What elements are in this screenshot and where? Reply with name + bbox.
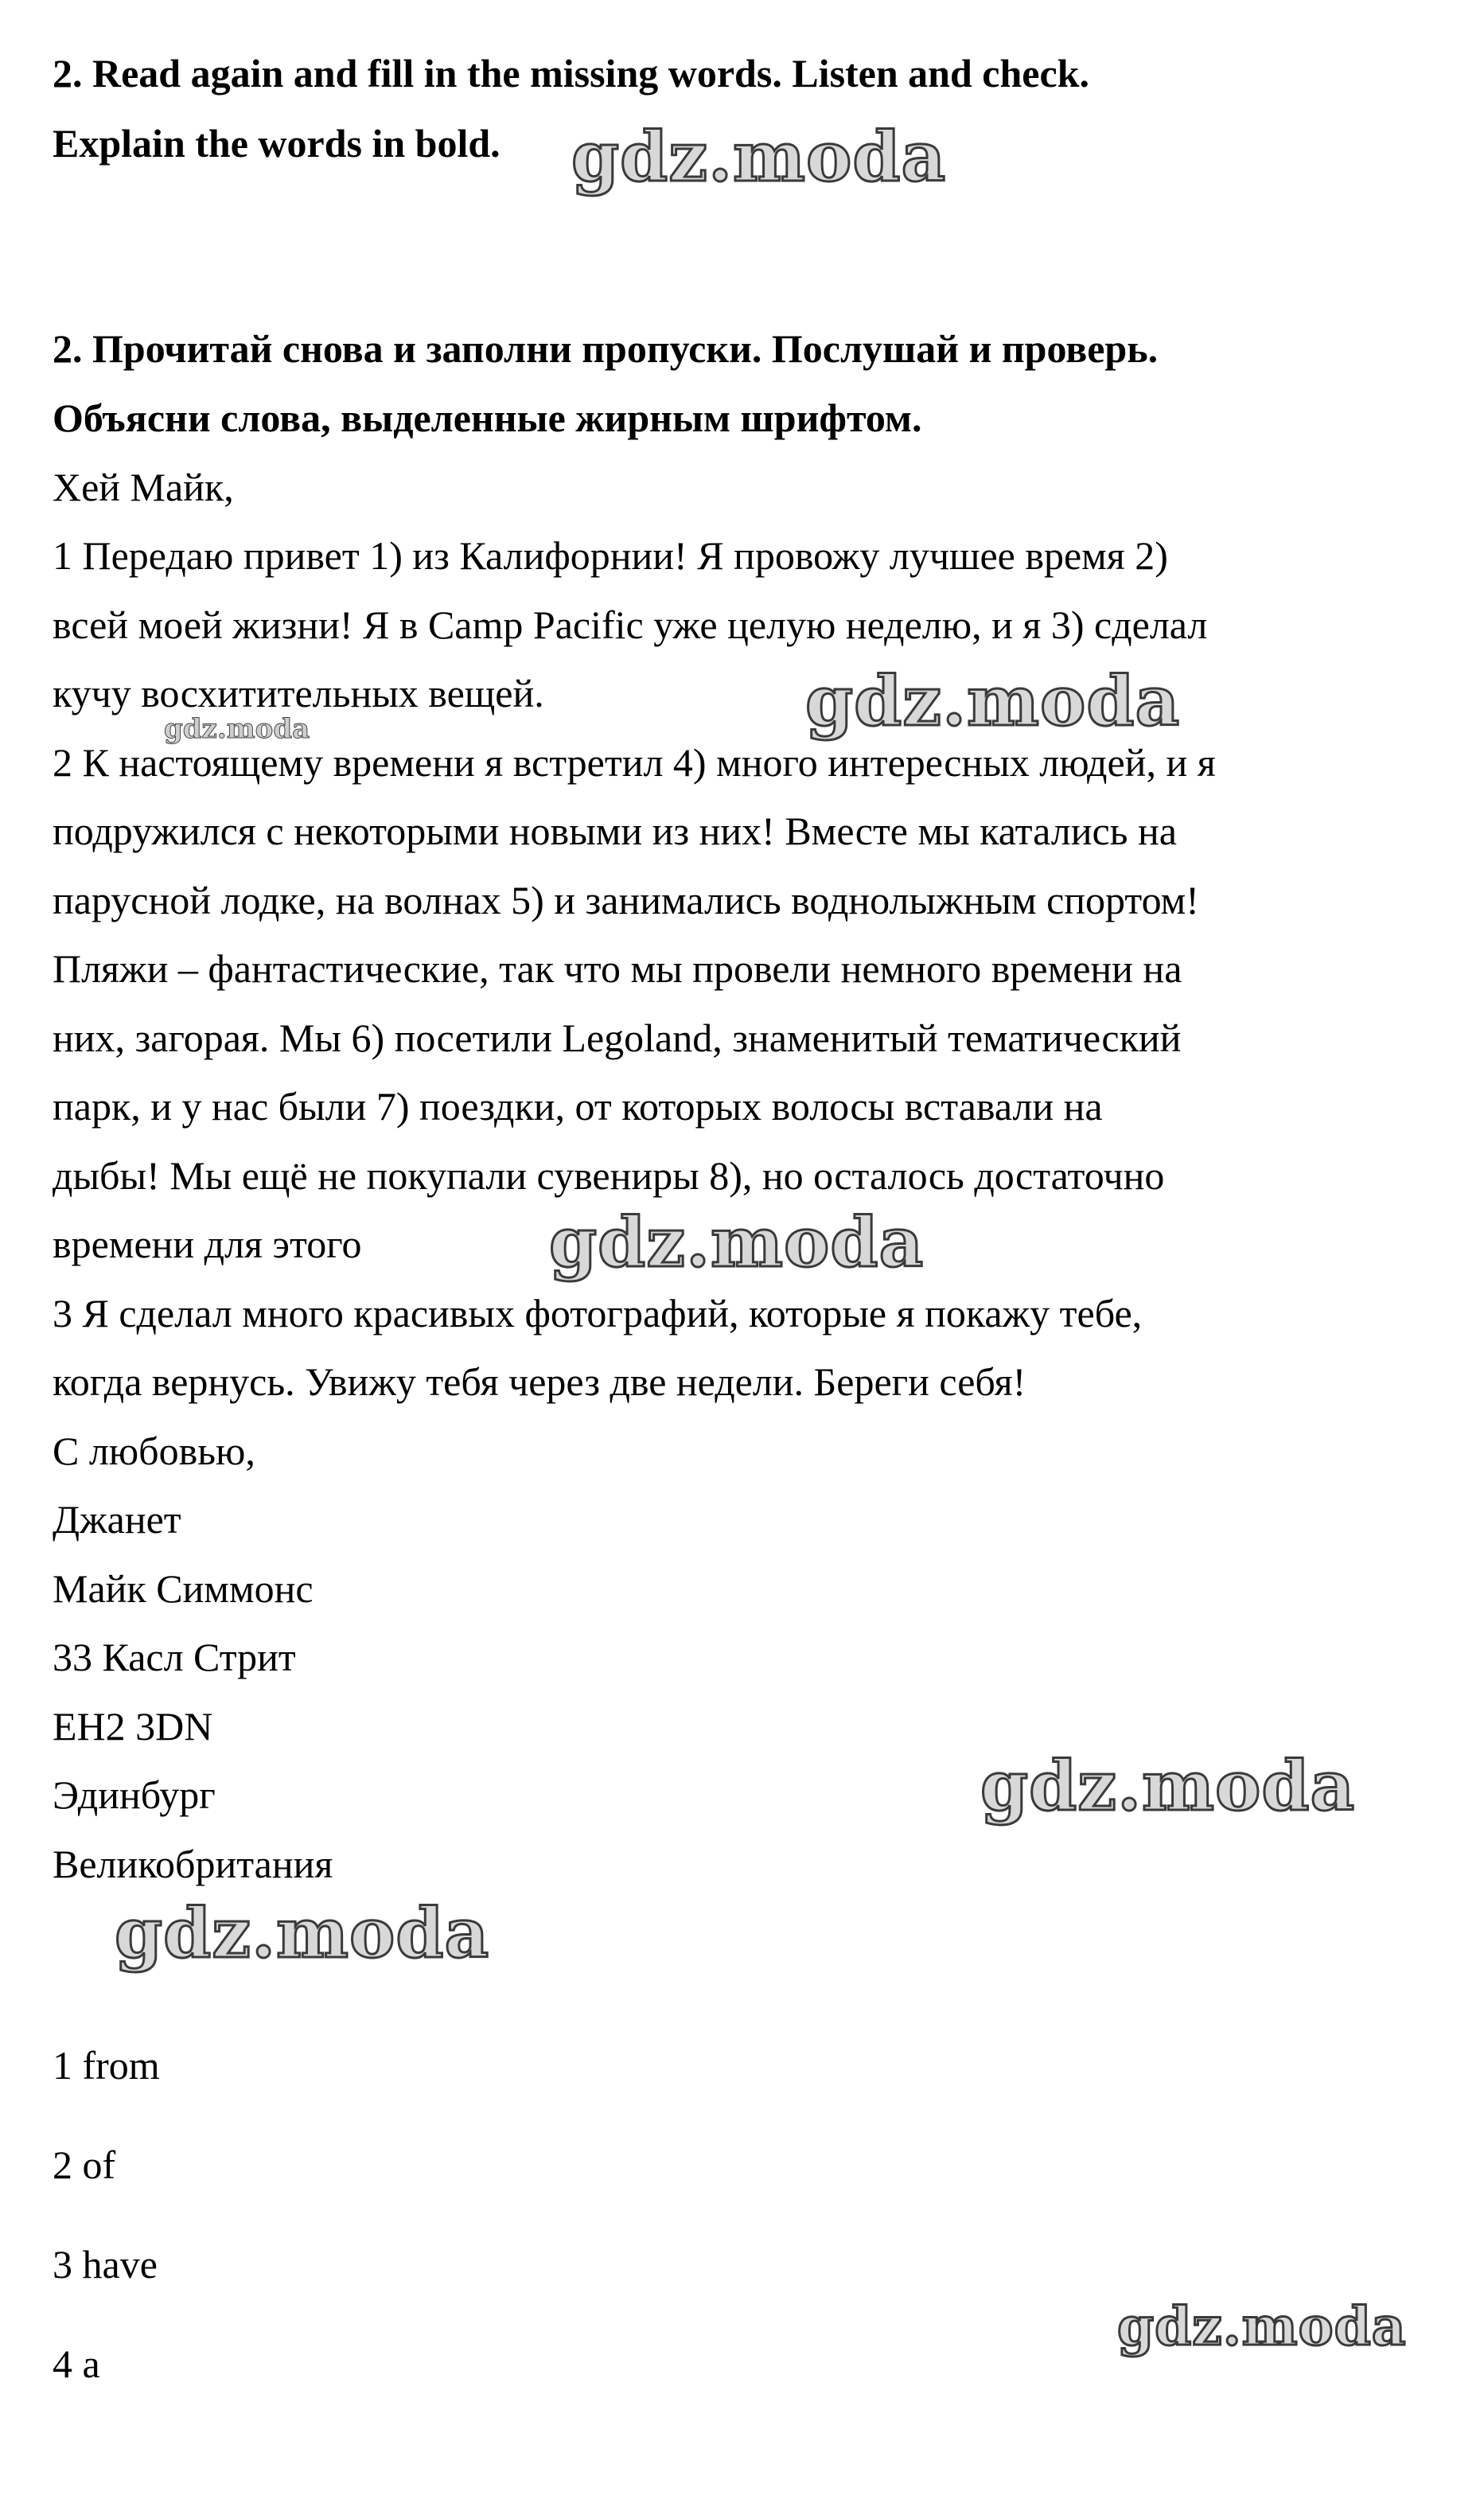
- watermark: gdz.moda: [805, 661, 1181, 742]
- watermark: gdz.moda: [115, 1893, 490, 1974]
- letter-line: 1 Передаю привет 1) из Калифорнии! Я провожу лучшее время 2): [53, 533, 1168, 578]
- letter-line: них, загорая. Мы 6) посетили Legoland, знаменитый тематический: [53, 1016, 1182, 1060]
- letter-line: всей моей жизни! Я в Camp Pacific уже целую неделю, и я 3) сделал: [53, 602, 1208, 647]
- letter-line: 33 Касл Стрит: [53, 1635, 296, 1679]
- task-heading-en-line2: Explain the words in bold.: [53, 121, 501, 166]
- letter-line: Джанет: [53, 1497, 181, 1542]
- letter-line: времени для этого: [53, 1222, 362, 1266]
- watermark: gdz.moda: [549, 1203, 925, 1283]
- letter-line: кучу восхитительных вещей.: [53, 671, 544, 715]
- answer-item: 3 have: [53, 2242, 158, 2287]
- answer-item: 1 from: [53, 2043, 160, 2088]
- letter-line: Пляжи – фантастические, так что мы провели немного времени на: [53, 946, 1182, 991]
- answer-item: 2 of: [53, 2143, 116, 2187]
- answer-item: 4 a: [53, 2341, 100, 2386]
- letter-line: когда вернусь. Увижу тебя через две недели. Береги себя!: [53, 1359, 1026, 1404]
- letter-line: 2 К настоящему времени я встретил 4) много интересных людей, и я: [53, 740, 1216, 785]
- letter-line: подружился с некоторыми новыми из них! Вместе мы катались на: [53, 809, 1177, 853]
- letter-line: Великобритания: [53, 1842, 333, 1886]
- letter-line: 3 Я сделал много красивых фотографий, которые я покажу тебе,: [53, 1291, 1143, 1335]
- letter-line: парусной лодке, на волнах 5) и занимались воднолыжным спортом!: [53, 878, 1199, 922]
- task-heading-ru-line2: Объясни слова, выделенные жирным шрифтом.: [53, 396, 922, 440]
- letter-line: С любовью,: [53, 1429, 255, 1473]
- letter-line: Эдинбург: [53, 1772, 216, 1817]
- watermark: gdz.moda: [980, 1746, 1356, 1827]
- letter-line: парк, и у нас были 7) поездки, от которых волосы вставали на: [53, 1084, 1103, 1129]
- watermark: gdz.moda: [1117, 2295, 1407, 2357]
- letter-line: Хей Майк,: [53, 465, 234, 509]
- watermark: gdz.moda: [571, 117, 947, 197]
- letter-line: дыбы! Мы ещё не покупали сувениры 8), но осталось достаточно: [53, 1153, 1165, 1198]
- letter-line: EH2 3DN: [53, 1704, 213, 1749]
- task-heading-en-line1: 2. Read again and fill in the missing words. Listen and check.: [53, 51, 1089, 96]
- letter-line: Майк Симмонс: [53, 1566, 314, 1611]
- watermark-small: gdz.moda: [164, 713, 310, 745]
- task-heading-ru-line1: 2. Прочитай снова и заполни пропуски. Послушай и проверь.: [53, 326, 1159, 371]
